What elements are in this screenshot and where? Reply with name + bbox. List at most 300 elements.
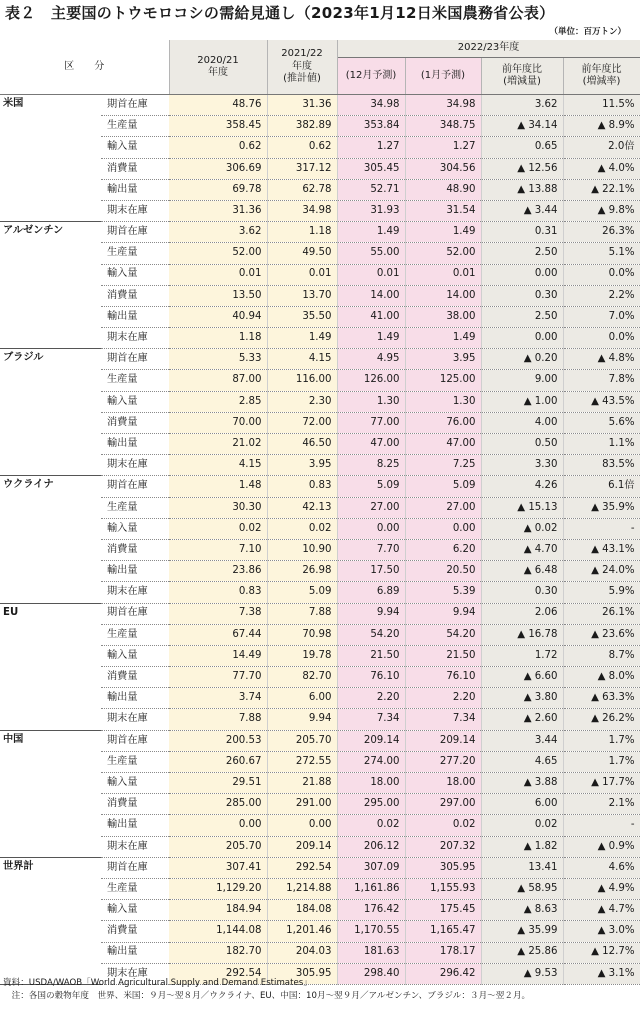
value-cell: 0.30 xyxy=(481,285,563,306)
header-dec-forecast: (12月予測) xyxy=(337,58,405,95)
value-cell: 2.2% xyxy=(563,285,640,306)
header-jan-forecast: (1月予測) xyxy=(405,58,481,95)
value-cell: 34.98 xyxy=(337,95,405,116)
value-cell: 0.30 xyxy=(481,582,563,603)
value-cell: 317.12 xyxy=(267,158,337,179)
value-cell: 0.00 xyxy=(267,815,337,836)
item-label: 生産量 xyxy=(101,624,169,645)
value-cell: 3.62 xyxy=(481,95,563,116)
value-cell: ▲ 4.7% xyxy=(563,900,640,921)
item-label: 消費量 xyxy=(101,285,169,306)
value-cell: 48.90 xyxy=(405,179,481,200)
value-cell: 49.50 xyxy=(267,243,337,264)
value-cell: 7.88 xyxy=(267,603,337,624)
value-cell: 207.32 xyxy=(405,836,481,857)
value-cell: 4.65 xyxy=(481,751,563,772)
value-cell: 7.10 xyxy=(169,539,267,560)
value-cell: 77.70 xyxy=(169,667,267,688)
value-cell: 76.00 xyxy=(405,412,481,433)
group-name: アルゼンチン xyxy=(0,222,101,349)
item-label: 消費量 xyxy=(101,667,169,688)
value-cell: 5.09 xyxy=(405,476,481,497)
value-cell: 31.54 xyxy=(405,200,481,221)
value-cell: ▲ 8.9% xyxy=(563,116,640,137)
item-label: 輸出量 xyxy=(101,815,169,836)
item-label: 生産量 xyxy=(101,751,169,772)
value-cell: 6.20 xyxy=(405,539,481,560)
value-cell: ▲ 12.7% xyxy=(563,942,640,963)
value-cell: 2.30 xyxy=(267,391,337,412)
value-cell: 125.00 xyxy=(405,370,481,391)
value-cell: 1,161.86 xyxy=(337,878,405,899)
item-label: 消費量 xyxy=(101,921,169,942)
value-cell: 305.95 xyxy=(405,857,481,878)
value-cell: ▲ 3.0% xyxy=(563,921,640,942)
value-cell: 41.00 xyxy=(337,306,405,327)
item-label: 期首在庫 xyxy=(101,349,169,370)
group-name: ウクライナ xyxy=(0,476,101,603)
value-cell: 14.49 xyxy=(169,645,267,666)
value-cell: 9.94 xyxy=(337,603,405,624)
item-label: 輸入量 xyxy=(101,391,169,412)
value-cell: 14.00 xyxy=(405,285,481,306)
table-row xyxy=(0,603,640,624)
value-cell: 77.00 xyxy=(337,412,405,433)
value-cell: 0.65 xyxy=(481,137,563,158)
value-cell: ▲ 23.6% xyxy=(563,624,640,645)
value-cell: 4.15 xyxy=(267,349,337,370)
value-cell: 0.31 xyxy=(481,222,563,243)
value-cell: 5.9% xyxy=(563,582,640,603)
value-cell: 1,201.46 xyxy=(267,921,337,942)
value-cell: 1.7% xyxy=(563,730,640,751)
value-cell: 5.1% xyxy=(563,243,640,264)
value-cell: 19.78 xyxy=(267,645,337,666)
item-label: 期末在庫 xyxy=(101,836,169,857)
value-cell: ▲ 9.53 xyxy=(481,963,563,984)
item-label: 輸入量 xyxy=(101,900,169,921)
value-cell: 0.83 xyxy=(169,582,267,603)
value-cell: 9.00 xyxy=(481,370,563,391)
value-cell: 6.89 xyxy=(337,582,405,603)
value-cell: 2.20 xyxy=(337,688,405,709)
value-cell: 9.94 xyxy=(405,603,481,624)
value-cell: 1.72 xyxy=(481,645,563,666)
value-cell: 0.01 xyxy=(337,264,405,285)
value-cell: 307.09 xyxy=(337,857,405,878)
value-cell: 47.00 xyxy=(337,434,405,455)
value-cell: 209.14 xyxy=(267,836,337,857)
value-cell: 292.54 xyxy=(267,857,337,878)
item-label: 期末在庫 xyxy=(101,582,169,603)
value-cell: ▲ 35.9% xyxy=(563,497,640,518)
value-cell: 20.50 xyxy=(405,561,481,582)
value-cell: 1,214.88 xyxy=(267,878,337,899)
header-row-1 xyxy=(0,40,640,58)
value-cell: 0.50 xyxy=(481,434,563,455)
item-label: 輸入量 xyxy=(101,137,169,158)
value-cell: 8.7% xyxy=(563,645,640,666)
table-row xyxy=(0,476,640,497)
value-cell: ▲ 8.0% xyxy=(563,667,640,688)
item-label: 消費量 xyxy=(101,412,169,433)
value-cell: ▲ 22.1% xyxy=(563,179,640,200)
value-cell: 13.41 xyxy=(481,857,563,878)
item-label: 輸入量 xyxy=(101,645,169,666)
value-cell: 18.00 xyxy=(405,773,481,794)
group-name: 米国 xyxy=(0,95,101,222)
value-cell: 7.8% xyxy=(563,370,640,391)
header-col-2021: 2021/22 年度 (推計値) xyxy=(267,40,337,95)
value-cell: 0.83 xyxy=(267,476,337,497)
value-cell: 26.98 xyxy=(267,561,337,582)
value-cell: ▲ 6.60 xyxy=(481,667,563,688)
value-cell: 4.26 xyxy=(481,476,563,497)
value-cell: ▲ 26.2% xyxy=(563,709,640,730)
value-cell: 175.45 xyxy=(405,900,481,921)
value-cell: 0.01 xyxy=(267,264,337,285)
value-cell: 1,170.55 xyxy=(337,921,405,942)
value-cell: 291.00 xyxy=(267,794,337,815)
value-cell: ▲ 4.0% xyxy=(563,158,640,179)
value-cell: ▲ 25.86 xyxy=(481,942,563,963)
value-cell: 3.95 xyxy=(267,455,337,476)
value-cell: 1.27 xyxy=(405,137,481,158)
header-col-2020: 2020/21 年度 xyxy=(169,40,267,95)
item-label: 輸入量 xyxy=(101,773,169,794)
value-cell: 285.00 xyxy=(169,794,267,815)
value-cell: ▲ 6.48 xyxy=(481,561,563,582)
value-cell: 200.53 xyxy=(169,730,267,751)
value-cell: ▲ 0.9% xyxy=(563,836,640,857)
table-title: 表２ 主要国のトウモロコシの需給見通し（2023年1月12日米国農務省公表） xyxy=(5,4,555,22)
value-cell: 3.74 xyxy=(169,688,267,709)
value-cell: - xyxy=(563,518,640,539)
value-cell: ▲ 3.80 xyxy=(481,688,563,709)
value-cell: 184.08 xyxy=(267,900,337,921)
value-cell: 304.56 xyxy=(405,158,481,179)
value-cell: 0.02 xyxy=(405,815,481,836)
value-cell: 67.44 xyxy=(169,624,267,645)
value-cell: 6.00 xyxy=(481,794,563,815)
value-cell: ▲ 43.1% xyxy=(563,539,640,560)
value-cell: 11.5% xyxy=(563,95,640,116)
value-cell: 307.41 xyxy=(169,857,267,878)
value-cell: 1.49 xyxy=(267,328,337,349)
value-cell: 18.00 xyxy=(337,773,405,794)
item-label: 輸出量 xyxy=(101,179,169,200)
value-cell: ▲ 43.5% xyxy=(563,391,640,412)
value-cell: 21.50 xyxy=(337,645,405,666)
value-cell: 31.36 xyxy=(169,200,267,221)
item-label: 輸出量 xyxy=(101,942,169,963)
value-cell: 1.48 xyxy=(169,476,267,497)
value-cell: 70.98 xyxy=(267,624,337,645)
value-cell: 1.49 xyxy=(337,222,405,243)
value-cell: 0.01 xyxy=(405,264,481,285)
value-cell: 7.38 xyxy=(169,603,267,624)
value-cell: ▲ 1.82 xyxy=(481,836,563,857)
value-cell: 13.50 xyxy=(169,285,267,306)
value-cell: 181.63 xyxy=(337,942,405,963)
value-cell: 1.30 xyxy=(337,391,405,412)
value-cell: 297.00 xyxy=(405,794,481,815)
value-cell: 1.49 xyxy=(405,328,481,349)
item-label: 輸出量 xyxy=(101,561,169,582)
item-label: 期末在庫 xyxy=(101,328,169,349)
value-cell: 38.00 xyxy=(405,306,481,327)
value-cell: 182.70 xyxy=(169,942,267,963)
item-label: 期首在庫 xyxy=(101,476,169,497)
value-cell: 3.95 xyxy=(405,349,481,370)
value-cell: 47.00 xyxy=(405,434,481,455)
item-label: 輸出量 xyxy=(101,688,169,709)
value-cell: 7.0% xyxy=(563,306,640,327)
value-cell: 83.5% xyxy=(563,455,640,476)
value-cell: 4.15 xyxy=(169,455,267,476)
source-note: 資料：USDA/WAOB「World Agricultural Supply and Demand Estimates」 xyxy=(3,978,312,988)
item-label: 消費量 xyxy=(101,794,169,815)
value-cell: 5.39 xyxy=(405,582,481,603)
item-label: 輸出量 xyxy=(101,434,169,455)
value-cell: 13.70 xyxy=(267,285,337,306)
value-cell: 298.40 xyxy=(337,963,405,984)
value-cell: 27.00 xyxy=(337,497,405,518)
value-cell: 82.70 xyxy=(267,667,337,688)
group-name: 世界計 xyxy=(0,857,101,984)
value-cell: ▲ 12.56 xyxy=(481,158,563,179)
item-label: 輸入量 xyxy=(101,264,169,285)
value-cell: 1.30 xyxy=(405,391,481,412)
value-cell: 54.20 xyxy=(337,624,405,645)
value-cell: 296.42 xyxy=(405,963,481,984)
table-row xyxy=(0,857,640,878)
value-cell: ▲ 15.13 xyxy=(481,497,563,518)
value-cell: 26.1% xyxy=(563,603,640,624)
header-category: 区 分 xyxy=(0,40,169,95)
item-label: 生産量 xyxy=(101,116,169,137)
value-cell: 348.75 xyxy=(405,116,481,137)
value-cell: 0.02 xyxy=(169,518,267,539)
value-cell: 0.02 xyxy=(337,815,405,836)
value-cell: 1,144.08 xyxy=(169,921,267,942)
table-row xyxy=(0,95,640,116)
value-cell: 6.1倍 xyxy=(563,476,640,497)
item-label: 期首在庫 xyxy=(101,222,169,243)
value-cell: 1.27 xyxy=(337,137,405,158)
value-cell: 8.25 xyxy=(337,455,405,476)
value-cell: 0.00 xyxy=(481,264,563,285)
value-cell: 204.03 xyxy=(267,942,337,963)
table-row xyxy=(0,730,640,751)
value-cell: ▲ 17.7% xyxy=(563,773,640,794)
value-cell: 7.34 xyxy=(337,709,405,730)
value-cell: 52.00 xyxy=(169,243,267,264)
value-cell: 0.00 xyxy=(169,815,267,836)
value-cell: 1,165.47 xyxy=(405,921,481,942)
item-label: 消費量 xyxy=(101,539,169,560)
value-cell: 3.62 xyxy=(169,222,267,243)
value-cell: 7.88 xyxy=(169,709,267,730)
value-cell: 1.49 xyxy=(337,328,405,349)
value-cell: 26.3% xyxy=(563,222,640,243)
value-cell: 206.12 xyxy=(337,836,405,857)
item-label: 消費量 xyxy=(101,158,169,179)
value-cell: 382.89 xyxy=(267,116,337,137)
item-label: 輸入量 xyxy=(101,518,169,539)
value-cell: ▲ 1.00 xyxy=(481,391,563,412)
value-cell: 205.70 xyxy=(169,836,267,857)
item-label: 輸出量 xyxy=(101,306,169,327)
value-cell: 69.78 xyxy=(169,179,267,200)
value-cell: 21.02 xyxy=(169,434,267,455)
value-cell: ▲ 63.3% xyxy=(563,688,640,709)
value-cell: 1.1% xyxy=(563,434,640,455)
item-label: 期首在庫 xyxy=(101,95,169,116)
value-cell: 21.88 xyxy=(267,773,337,794)
item-label: 生産量 xyxy=(101,497,169,518)
value-cell: 72.00 xyxy=(267,412,337,433)
value-cell: ▲ 4.70 xyxy=(481,539,563,560)
value-cell: 274.00 xyxy=(337,751,405,772)
value-cell: 52.00 xyxy=(405,243,481,264)
value-cell: 7.70 xyxy=(337,539,405,560)
value-cell: ▲ 0.02 xyxy=(481,518,563,539)
value-cell: 30.30 xyxy=(169,497,267,518)
value-cell: 0.00 xyxy=(405,518,481,539)
value-cell: 4.95 xyxy=(337,349,405,370)
unit-label: （単位：百万トン） xyxy=(549,27,626,37)
value-cell: 17.50 xyxy=(337,561,405,582)
value-cell: 34.98 xyxy=(267,200,337,221)
value-cell: 52.71 xyxy=(337,179,405,200)
value-cell: 178.17 xyxy=(405,942,481,963)
header-yoy-rate: 前年度比 (増減率) xyxy=(563,58,640,95)
item-label: 生産量 xyxy=(101,878,169,899)
corn-supply-demand-table xyxy=(0,40,640,985)
value-cell: 292.54 xyxy=(169,963,267,984)
value-cell: 0.02 xyxy=(481,815,563,836)
value-cell: 9.94 xyxy=(267,709,337,730)
value-cell: 306.69 xyxy=(169,158,267,179)
header-yoy-change: 前年度比 (増減量) xyxy=(481,58,563,95)
group-name: 中国 xyxy=(0,730,101,857)
value-cell: 0.01 xyxy=(169,264,267,285)
value-cell: 48.76 xyxy=(169,95,267,116)
item-label: 期末在庫 xyxy=(101,455,169,476)
value-cell: ▲ 35.99 xyxy=(481,921,563,942)
value-cell: ▲ 9.8% xyxy=(563,200,640,221)
item-label: 期首在庫 xyxy=(101,603,169,624)
value-cell: 1.49 xyxy=(405,222,481,243)
group-name: ブラジル xyxy=(0,349,101,476)
value-cell: ▲ 4.9% xyxy=(563,878,640,899)
item-label: 生産量 xyxy=(101,243,169,264)
value-cell: 0.62 xyxy=(267,137,337,158)
value-cell: 7.25 xyxy=(405,455,481,476)
period-note: 注：各国の穀物年度 世界、米国：９月～翌８月／ウクライナ、EU、中国：10月～翌９月／アルゼンチン、ブラジル：３月～翌２月。 xyxy=(3,991,531,1001)
value-cell: 23.86 xyxy=(169,561,267,582)
value-cell: 3.30 xyxy=(481,455,563,476)
value-cell: 4.6% xyxy=(563,857,640,878)
item-label: 生産量 xyxy=(101,370,169,391)
value-cell: ▲ 24.0% xyxy=(563,561,640,582)
value-cell: 5.09 xyxy=(267,582,337,603)
value-cell: 5.09 xyxy=(337,476,405,497)
value-cell: 272.55 xyxy=(267,751,337,772)
table-body xyxy=(0,95,640,985)
value-cell: 277.20 xyxy=(405,751,481,772)
value-cell: 209.14 xyxy=(337,730,405,751)
value-cell: 31.36 xyxy=(267,95,337,116)
value-cell: ▲ 4.8% xyxy=(563,349,640,370)
value-cell: ▲ 3.88 xyxy=(481,773,563,794)
value-cell: ▲ 16.78 xyxy=(481,624,563,645)
value-cell: - xyxy=(563,815,640,836)
value-cell: ▲ 3.44 xyxy=(481,200,563,221)
value-cell: 2.20 xyxy=(405,688,481,709)
value-cell: 31.93 xyxy=(337,200,405,221)
item-label: 期末在庫 xyxy=(101,963,169,984)
value-cell: 0.00 xyxy=(337,518,405,539)
item-label: 期末在庫 xyxy=(101,200,169,221)
group-name: EU xyxy=(0,603,101,730)
value-cell: 1.7% xyxy=(563,751,640,772)
value-cell: 209.14 xyxy=(405,730,481,751)
value-cell: 1,129.20 xyxy=(169,878,267,899)
value-cell: 353.84 xyxy=(337,116,405,137)
value-cell: 3.44 xyxy=(481,730,563,751)
value-cell: 76.10 xyxy=(405,667,481,688)
value-cell: 55.00 xyxy=(337,243,405,264)
value-cell: 358.45 xyxy=(169,116,267,137)
value-cell: 205.70 xyxy=(267,730,337,751)
value-cell: 295.00 xyxy=(337,794,405,815)
table-row xyxy=(0,349,640,370)
value-cell: ▲ 3.1% xyxy=(563,963,640,984)
value-cell: 29.51 xyxy=(169,773,267,794)
footnotes xyxy=(3,977,530,1003)
value-cell: 14.00 xyxy=(337,285,405,306)
value-cell: 27.00 xyxy=(405,497,481,518)
value-cell: ▲ 34.14 xyxy=(481,116,563,137)
value-cell: 2.1% xyxy=(563,794,640,815)
value-cell: 2.50 xyxy=(481,243,563,264)
value-cell: ▲ 58.95 xyxy=(481,878,563,899)
value-cell: 6.00 xyxy=(267,688,337,709)
value-cell: 21.50 xyxy=(405,645,481,666)
value-cell: ▲ 13.88 xyxy=(481,179,563,200)
value-cell: 10.90 xyxy=(267,539,337,560)
item-label: 期末在庫 xyxy=(101,709,169,730)
value-cell: 40.94 xyxy=(169,306,267,327)
value-cell: 62.78 xyxy=(267,179,337,200)
value-cell: 2.06 xyxy=(481,603,563,624)
value-cell: ▲ 0.20 xyxy=(481,349,563,370)
item-label: 期首在庫 xyxy=(101,857,169,878)
value-cell: 70.00 xyxy=(169,412,267,433)
value-cell: 42.13 xyxy=(267,497,337,518)
value-cell: ▲ 8.63 xyxy=(481,900,563,921)
value-cell: 126.00 xyxy=(337,370,405,391)
value-cell: 0.62 xyxy=(169,137,267,158)
value-cell: 305.95 xyxy=(267,963,337,984)
value-cell: 2.0倍 xyxy=(563,137,640,158)
value-cell: 176.42 xyxy=(337,900,405,921)
value-cell: 305.45 xyxy=(337,158,405,179)
value-cell: 5.6% xyxy=(563,412,640,433)
value-cell: 4.00 xyxy=(481,412,563,433)
